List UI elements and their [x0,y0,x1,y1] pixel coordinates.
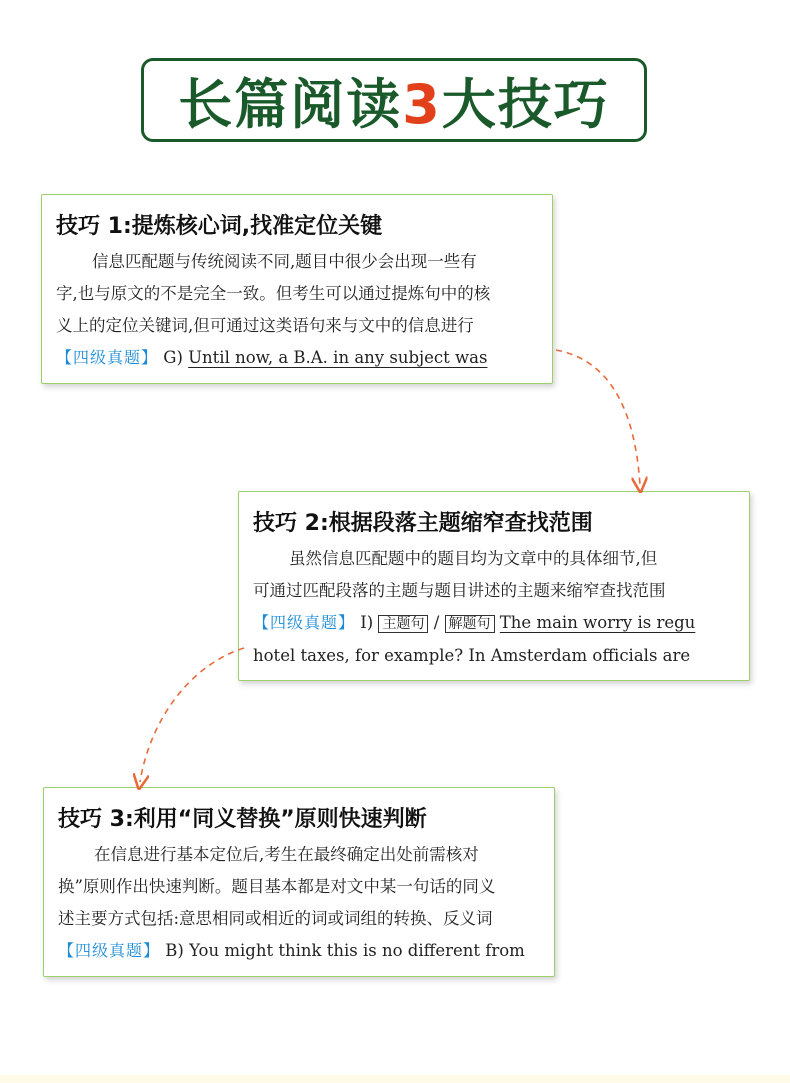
tip-card-3 [43,787,555,977]
body-line: 义上的定位关键词,但可通过这类语句来与文中的信息进行 [56,316,474,335]
exam-tag: 【四级真题】 [253,613,356,632]
body-line: 可通过匹配段落的主题与题目讲述的主题来缩窄查找范围 [253,581,666,600]
topic-sentence-box: 主题句 [378,615,428,633]
tip-card-1 [41,194,553,384]
exam-tag: 【四级真题】 [58,941,161,960]
page-title [178,62,610,139]
example-line-2: hotel taxes, for example? In Amsterdam officials are [253,646,691,665]
title-main: 长篇阅读 [178,72,403,136]
bottom-strip [0,1075,790,1083]
example-prefix: I) [360,613,374,632]
body-line: 字,也与原文的不是完全一致。但考生可以通过提炼句中的核 [56,284,491,303]
example-text: Until now, a B.A. in any subject was [188,348,488,367]
body-line: 述主要方式包括:意思相同或相近的词或词组的转换、反义词 [58,909,493,928]
example-line [58,935,555,967]
example-line [56,342,553,374]
exam-tag: 【四级真题】 [56,348,159,367]
body-line: 换”原则作出快速判断。题目基本都是对文中某一句话的同义 [58,877,496,896]
title-number: 3 [402,72,442,136]
example-prefix: G) [163,348,183,367]
tip-heading: 技巧 3:利用“同义替换”原则快速判断 [58,807,427,832]
body-line: 在信息进行基本定位后,考生在最终确定出处前需核对 [94,845,479,864]
tip-card-2 [238,491,750,681]
separator: / [433,613,440,632]
example-line [253,607,750,640]
arrow-2-to-3 [140,648,244,782]
body-line: 信息匹配题与传统阅读不同,题目中很少会出现一些有 [92,252,477,271]
example-prefix: B) [165,941,184,960]
example-text: You might think this is no different from [189,941,525,960]
tip-heading: 技巧 2:根据段落主题缩窄查找范围 [253,511,593,536]
tip-heading: 技巧 1:提炼核心词,找准定位关键 [56,214,383,239]
arrow-1-to-2 [556,350,640,485]
body-line: 虽然信息匹配题中的题目均为文章中的具体细节,但 [289,549,658,568]
title-banner [141,58,647,142]
answer-sentence-box: 解题句 [445,615,495,633]
example-text: The main worry is regu [499,613,696,632]
title-suffix: 大技巧 [441,72,610,136]
